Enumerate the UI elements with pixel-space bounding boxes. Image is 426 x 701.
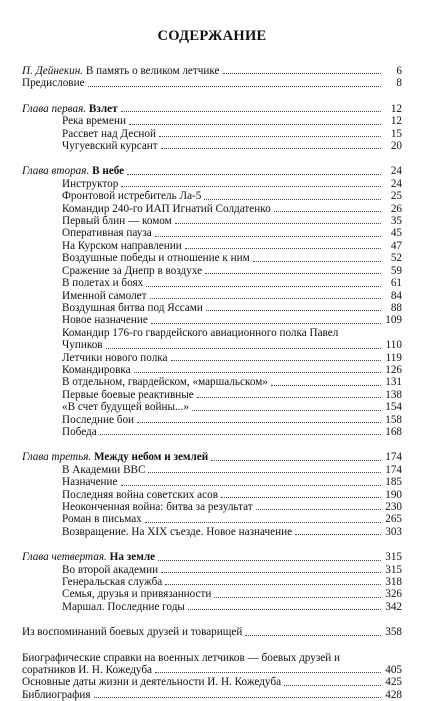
- entry-title: На Курском направлении: [62, 239, 182, 252]
- entry-page: 168: [385, 425, 402, 438]
- dot-leader: [245, 635, 381, 636]
- toc-entry: [22, 240, 402, 252]
- chapter-4: [22, 551, 402, 613]
- entry-title: Новое назначение: [62, 314, 148, 327]
- entry-page: 24: [390, 177, 402, 190]
- dot-leader: [175, 223, 381, 224]
- entry-title: соратников И. Н. Кожедуба: [22, 664, 152, 677]
- entry-page: 405: [385, 664, 402, 677]
- entry-title: Маршал. Последние годы: [62, 600, 185, 613]
- dot-leader: [274, 211, 381, 212]
- entry-title: Воздушные победы и отношение к ним: [62, 252, 250, 265]
- entry-title: Предисловие: [22, 77, 85, 90]
- entry-page: 26: [390, 202, 402, 215]
- toc-entry: [22, 339, 402, 351]
- toc-entry: [22, 364, 402, 376]
- dot-leader: [221, 497, 381, 498]
- toc-entry: [22, 513, 402, 525]
- dot-leader: [284, 685, 381, 686]
- dot-leader: [205, 273, 381, 274]
- entry-title: Возвращение. На XIX съезде. Новое назначение: [62, 525, 293, 538]
- toc-entry: [22, 601, 402, 613]
- dot-leader: [148, 472, 381, 473]
- toc-entry: [22, 190, 402, 202]
- dot-leader: [121, 485, 382, 486]
- entry-page: 358: [385, 626, 402, 639]
- entry-title: Победа: [62, 425, 97, 438]
- toc-entry: [22, 77, 402, 89]
- toc-entry: [22, 576, 402, 588]
- toc-entry: [22, 352, 402, 364]
- dot-leader: [223, 73, 381, 74]
- entry-page: 425: [385, 676, 402, 689]
- dot-leader: [100, 434, 381, 435]
- entry-author: П. Дейнекин.: [22, 65, 84, 77]
- toc-entry-line1: Командир 176-го гвардейского авиационного полка Павел: [62, 326, 339, 339]
- toc-entry: [22, 476, 402, 488]
- chapter-label: Глава первая.: [22, 102, 87, 115]
- toc-entry: [22, 501, 402, 513]
- dot-leader: [256, 509, 381, 510]
- entry-page: 25: [390, 190, 402, 203]
- toc-entry: [22, 115, 402, 127]
- entry-page: 12: [390, 102, 402, 115]
- entry-title: Оперативная пауза: [62, 227, 152, 240]
- dot-leader: [106, 348, 381, 349]
- entry-page: 20: [390, 140, 402, 153]
- entry-title: Сражение за Днепр в воздухе: [62, 264, 203, 277]
- entry-page: 185: [385, 476, 402, 489]
- toc-entry: [22, 302, 402, 314]
- entry-page: 6: [396, 65, 402, 77]
- entry-page: 303: [385, 525, 402, 538]
- toc-entry: [22, 426, 402, 438]
- entry-page: 47: [390, 239, 402, 252]
- dot-leader: [129, 124, 381, 125]
- chapter-3: [22, 451, 402, 538]
- dot-leader: [204, 199, 381, 200]
- entry-page: 84: [390, 289, 402, 302]
- entry-title: Основные даты жизни и деятельности И. Н. Кожедуба: [22, 676, 282, 689]
- entry-title: Неоконченная война: битва за результат: [62, 501, 253, 513]
- dot-leader: [185, 248, 381, 249]
- chapter-2: [22, 165, 402, 438]
- entry-title: Фронтовой истребитель Ла-5: [62, 190, 202, 203]
- entry-page: 131: [385, 376, 402, 389]
- entry-title: Именной самолет: [62, 289, 147, 302]
- dot-leader: [134, 372, 381, 373]
- chapter-name: Взлет: [88, 102, 118, 115]
- chapter-label: Глава четвертая.: [22, 551, 107, 564]
- entry-title: В полетах и боях: [62, 277, 144, 290]
- entry-page: 35: [390, 215, 402, 228]
- dot-leader: [155, 672, 381, 673]
- entry-title: Летчики нового полка: [62, 351, 168, 364]
- dot-leader: [145, 522, 381, 523]
- dot-leader: [214, 597, 381, 598]
- entry-title: Первые боевые реактивные: [62, 388, 194, 401]
- chapter-label: Глава вторая.: [22, 165, 90, 178]
- entry-title: Командировка: [62, 363, 131, 376]
- entry-page: 52: [390, 252, 402, 265]
- chapter-heading: [22, 551, 402, 563]
- dot-leader: [165, 584, 381, 585]
- entry-page: 158: [385, 413, 402, 426]
- entry-page: 428: [385, 688, 402, 701]
- dot-leader: [253, 261, 381, 262]
- entry-title: Чупиков: [62, 339, 103, 352]
- entry-page: 174: [385, 451, 402, 464]
- toc-entry: [22, 526, 402, 538]
- entry-page: 342: [385, 600, 402, 613]
- entry-title: Во второй академии: [62, 563, 159, 576]
- toc-entry: [22, 277, 402, 289]
- entry-title: Инструктор: [62, 177, 119, 190]
- toc-entry: [22, 252, 402, 264]
- dot-leader: [206, 310, 381, 311]
- entry-title: Командир 240-го ИАП Игнатий Солдатенко: [62, 202, 271, 215]
- toc-entry: [22, 203, 402, 215]
- dot-leader: [155, 236, 381, 237]
- dot-leader: [159, 136, 381, 137]
- entry-title: Последние бои: [62, 413, 135, 426]
- toc-entry: [22, 464, 402, 476]
- dot-leader: [188, 609, 381, 610]
- dot-leader: [158, 560, 381, 561]
- entry-page: 326: [385, 588, 402, 601]
- entry-title: В отдельном, гвардейском, «маршальском»: [62, 376, 268, 389]
- dot-leader: [94, 697, 381, 698]
- entry-title: Из воспоминаний боевых друзей и товарищей: [22, 626, 243, 639]
- entry-page: 318: [385, 576, 402, 589]
- toc-entry: [22, 689, 402, 701]
- entry-page: 24: [390, 165, 402, 178]
- entry-page: 230: [385, 501, 402, 513]
- entry-title: В память о великом летчике: [83, 65, 220, 77]
- toc-entry: [22, 376, 402, 388]
- entry-title: «В счет будущей войны...»: [62, 401, 189, 414]
- entry-page: 119: [385, 351, 402, 364]
- dot-leader: [295, 534, 381, 535]
- toc-entry: [22, 588, 402, 600]
- dot-leader: [88, 86, 381, 87]
- entry-page: 138: [385, 388, 402, 401]
- memoirs-section: [22, 626, 402, 638]
- dot-leader: [271, 385, 381, 386]
- back-matter: [22, 652, 402, 701]
- toc-entry: [22, 626, 402, 638]
- chapter-label: Глава третья.: [22, 451, 92, 464]
- dot-leader: [161, 572, 381, 573]
- dot-leader: [151, 323, 381, 324]
- toc-entry: [22, 664, 402, 676]
- dot-leader: [171, 360, 381, 361]
- entry-page: 110: [385, 339, 402, 352]
- toc-entry: [22, 314, 402, 326]
- dot-leader: [127, 174, 381, 175]
- toc-entry: [22, 564, 402, 576]
- entry-page: 12: [390, 115, 402, 128]
- page-title: СОДЕРЖАНИЕ: [157, 28, 267, 44]
- table-of-contents: [22, 65, 402, 701]
- entry-title: Воздушная битва под Яссами: [62, 301, 203, 314]
- toc-entry: [22, 290, 402, 302]
- toc-entry: [22, 401, 402, 413]
- dot-leader: [150, 298, 381, 299]
- dot-leader: [211, 460, 381, 461]
- entry-page: 315: [385, 563, 402, 576]
- entry-page: 15: [390, 127, 402, 140]
- entry-title: Последняя война советских асов: [62, 488, 218, 501]
- toc-entry: [22, 215, 402, 227]
- chapter-name: Между небом и землей: [94, 451, 209, 464]
- toc-entry-line1: Биографические справки на военных летчиков — боевых друзей и: [22, 651, 340, 664]
- entry-page: 45: [390, 227, 402, 240]
- entry-page: 174: [385, 463, 402, 476]
- chapter-1: [22, 103, 402, 153]
- dot-leader: [197, 397, 381, 398]
- dot-leader: [137, 422, 381, 423]
- chapter-name: На земле: [109, 551, 156, 564]
- entry-title: Генеральская служба: [62, 576, 163, 589]
- dot-leader: [161, 148, 381, 149]
- entry-title: Библиография: [22, 688, 91, 701]
- chapter-heading: [22, 165, 402, 177]
- toc-entry: [22, 140, 402, 152]
- entry-title: Семья, друзья и привязанности: [62, 588, 212, 601]
- toc-entry: [22, 265, 402, 277]
- entry-page: 265: [385, 513, 402, 526]
- toc-entry: [22, 128, 402, 140]
- entry-page: 8: [396, 77, 402, 90]
- entry-page: 88: [390, 301, 402, 314]
- dot-leader: [192, 410, 381, 411]
- toc-entry: [22, 676, 402, 688]
- dot-leader: [121, 111, 381, 112]
- entry-title: Роман в письмах: [62, 513, 142, 526]
- toc-entry: [22, 65, 402, 77]
- entry-page: 126: [385, 363, 402, 376]
- entry-page: 61: [390, 277, 402, 290]
- chapter-name: В небе: [92, 165, 125, 178]
- entry-title: Чугуевский курсант: [62, 140, 158, 153]
- entry-page: 190: [385, 488, 402, 501]
- chapter-heading: [22, 451, 402, 463]
- toc-entry: [22, 227, 402, 239]
- entry-title: Назначение: [62, 476, 118, 489]
- entry-page: 109: [385, 314, 402, 327]
- dot-leader: [146, 286, 381, 287]
- entry-page: 59: [390, 264, 402, 277]
- toc-entry: [22, 178, 402, 190]
- entry-page: 154: [385, 401, 402, 414]
- toc-entry: [22, 414, 402, 426]
- entry-title: Река времени: [62, 115, 126, 128]
- entry-title: Рассвет над Десной: [62, 127, 156, 140]
- front-matter: [22, 65, 402, 90]
- chapter-heading: [22, 103, 402, 115]
- toc-entry: [22, 489, 402, 501]
- dot-leader: [121, 186, 381, 187]
- entry-page: 315: [385, 551, 402, 564]
- toc-entry: [22, 389, 402, 401]
- entry-title: В Академии ВВС: [62, 463, 146, 476]
- entry-title: Первый блин — комом: [62, 215, 172, 228]
